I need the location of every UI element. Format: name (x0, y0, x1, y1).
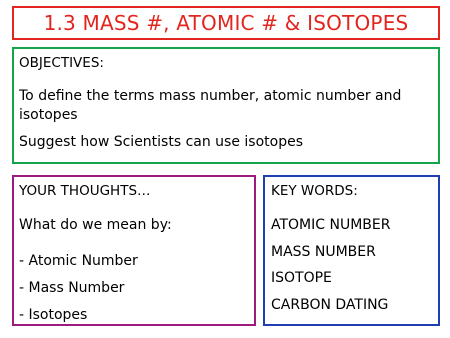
objectives-heading: OBJECTIVES: (19, 55, 104, 71)
thoughts-prompt: What do we mean by: (19, 217, 172, 233)
objective-item-1: To define the terms mass number, atomic number and isotopes (19, 88, 402, 123)
thoughts-panel (12, 175, 256, 326)
objectives-panel (12, 47, 440, 164)
thoughts-item-atomic-number: - Atomic Number (19, 253, 138, 269)
thoughts-heading: YOUR THOUGHTS… (19, 183, 151, 199)
keywords-panel (263, 175, 440, 326)
keyword-mass-number: MASS NUMBER (271, 244, 376, 260)
keywords-heading: KEY WORDS: (271, 183, 358, 199)
objective-item-2: Suggest how Scientists can use isotopes (19, 134, 304, 150)
keyword-atomic-number: ATOMIC NUMBER (271, 217, 391, 233)
page-title: 1.3 MASS #, ATOMIC # & ISOTOPES (43, 11, 409, 35)
keyword-isotope: ISOTOPE (271, 270, 332, 286)
thoughts-item-mass-number: - Mass Number (19, 280, 125, 296)
keyword-carbon-dating: CARBON DATING (271, 297, 389, 313)
title-box (12, 6, 440, 40)
thoughts-item-isotopes: - Isotopes (19, 307, 88, 323)
